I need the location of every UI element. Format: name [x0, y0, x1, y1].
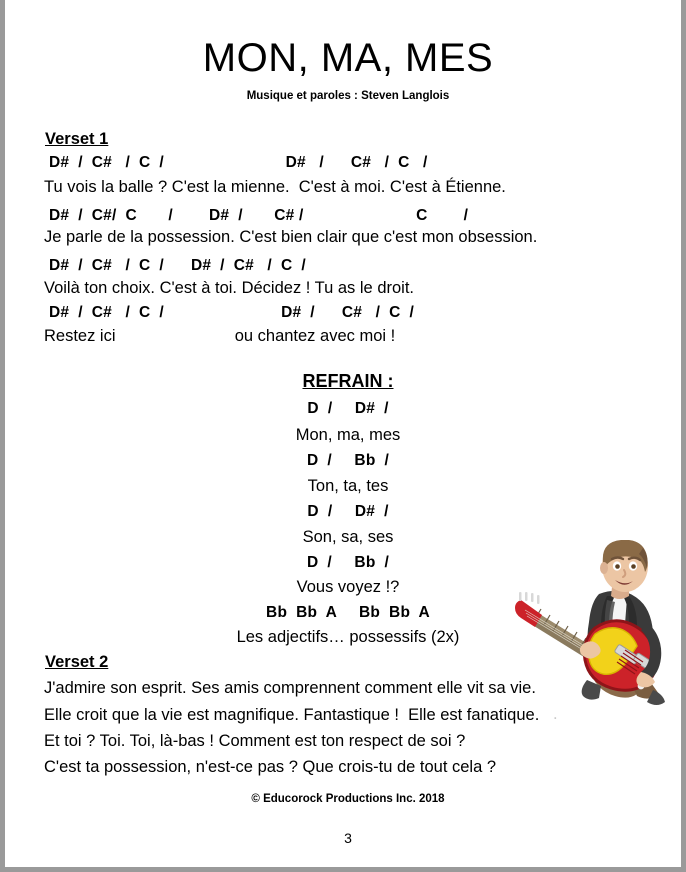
scan-artifact-dot: . [553, 705, 558, 723]
refrain-lyric-line-5: Les adjectifs… possessifs (2x) [236, 628, 460, 646]
verse2-lyric-line-4: C'est ta possession, n'est-ce pas ? Que crois-tu de tout cela ? [44, 758, 497, 776]
verse2-heading: Verset 2 [45, 653, 109, 671]
verse1-lyric-line-4: Restez ici ou chantez avec moi ! [44, 327, 396, 345]
refrain-heading: REFRAIN : [302, 371, 394, 391]
copyright-notice: © Educorock Productions Inc. 2018 [251, 793, 445, 805]
page-subtitle: Musique et paroles : Steven Langlois [246, 90, 450, 102]
verse2-lyric-line-2: Elle croit que la vie est magnifique. Fantastique ! Elle est fanatique. [44, 706, 540, 724]
refrain-lyric-line-1: Mon, ma, mes [295, 426, 401, 444]
page-number: 3 [344, 830, 352, 846]
verse1-chord-line-1: D# / C# / C / D# / C# / C / [49, 154, 428, 171]
verse1-lyric-line-1: Tu vois la balle ? C'est la mienne. C'est à moi. C'est à Étienne. [44, 178, 506, 196]
refrain-chord-line-2: D / Bb / [306, 452, 390, 469]
refrain-lyric-line-3: Son, sa, ses [302, 528, 394, 546]
verse1-heading: Verset 1 [45, 130, 109, 148]
song-sheet-content [5, 0, 686, 872]
verse2-lyric-line-3: Et toi ? Toi. Toi, là-bas ! Comment est ton respect de soi ? [44, 732, 466, 750]
refrain-lyric-line-4: Vous voyez !? [296, 578, 400, 596]
verse1-chord-line-2: D# / C#/ C / D# / C# / C / [49, 207, 469, 224]
verse1-lyric-line-2: Je parle de la possession. C'est bien clair que c'est mon obsession. [44, 228, 538, 246]
guitarist-illustration [503, 540, 683, 715]
page-title: MON, MA, MES [202, 36, 494, 80]
verse2-lyric-line-1: J'admire son esprit. Ses amis comprennent comment elle vit sa vie. [44, 679, 536, 697]
refrain-chord-line-1: D / D# / [307, 400, 389, 417]
refrain-lyric-line-2: Ton, ta, tes [307, 477, 389, 495]
refrain-chord-line-3: D / D# / [307, 503, 389, 520]
verse1-chord-line-4: D# / C# / C / D# / C# / C / [49, 304, 415, 321]
verse1-lyric-line-3: Voilà ton choix. C'est à toi. Décidez ! Tu as le droit. [44, 279, 415, 297]
refrain-chord-line-5: Bb Bb A Bb Bb A [266, 604, 430, 621]
verse1-chord-line-3: D# / C# / C / D# / C# / C / [49, 257, 306, 274]
refrain-chord-line-4: D / Bb / [306, 554, 390, 571]
